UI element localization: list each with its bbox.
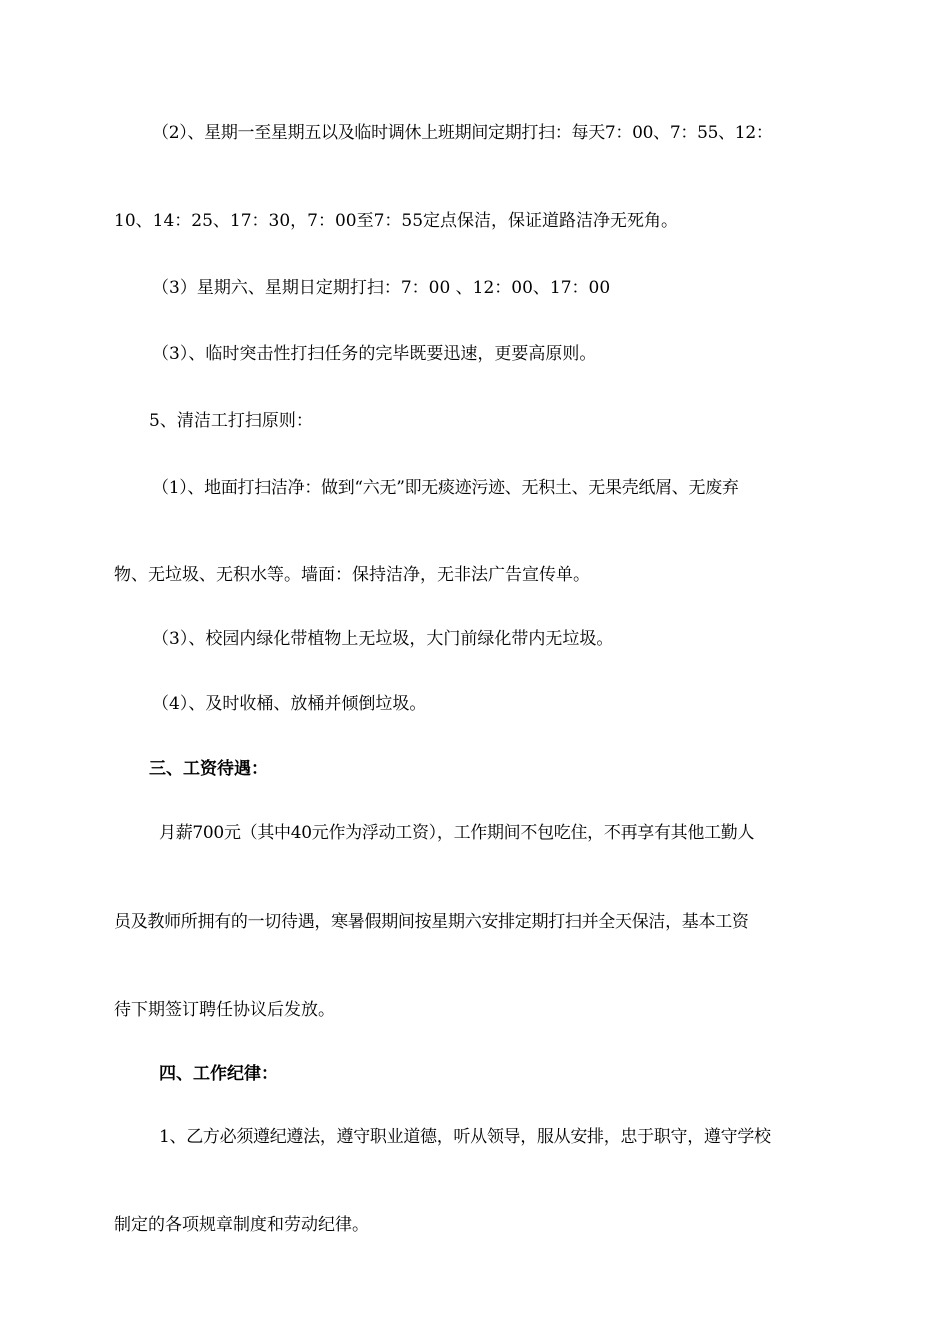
paragraph-line: 待下期签订聘任协议后发放。 xyxy=(114,1000,335,1020)
paragraph-line: （3）、临时突击性打扫任务的完毕既要迅速，更要高原则。 xyxy=(152,344,597,364)
paragraph-line: （1）、地面打扫洁净：做到“六无”即无痰迹污迹、无积土、无果壳纸屑、无废弃 xyxy=(152,478,739,498)
paragraph-line: 月薪700元（其中40元作为浮动工资），工作期间不包吃住，不再享有其他工勤人 xyxy=(159,823,755,843)
paragraph-line: 5、清洁工打扫原则： xyxy=(149,411,313,431)
section-heading-wages: 三、工资待遇： xyxy=(149,759,268,779)
paragraph-line: 员及教师所拥有的一切待遇，寒暑假期间按星期六安排定期打扫并全天保洁，基本工资 xyxy=(114,912,749,932)
paragraph-line: 1、乙方必须遵纪遵法，遵守职业道德，听从领导，服从安排，忠于职守，遵守学校 xyxy=(159,1127,771,1147)
paragraph-line: （2）、星期一至星期五以及临时调休上班期间定期打扫：每天7：00、7：55、12： xyxy=(152,123,773,143)
paragraph-line: （3）星期六、星期日定期打扫：7：00 、12：00、17：00 xyxy=(152,278,611,298)
paragraph-line: 10、14：25、17：30，7：00至7：55定点保洁，保证道路洁净无死角。 xyxy=(114,211,679,231)
paragraph-line: 制定的各项规章制度和劳动纪律。 xyxy=(114,1215,369,1235)
paragraph-line: （3）、校园内绿化带植物上无垃圾，大门前绿化带内无垃圾。 xyxy=(152,629,614,649)
paragraph-line: （4）、及时收桶、放桶并倾倒垃圾。 xyxy=(152,694,427,714)
paragraph-line: 物、无垃圾、无积水等。墙面：保持洁净，无非法广告宣传单。 xyxy=(114,565,590,585)
section-heading-discipline: 四、工作纪律： xyxy=(159,1064,278,1084)
